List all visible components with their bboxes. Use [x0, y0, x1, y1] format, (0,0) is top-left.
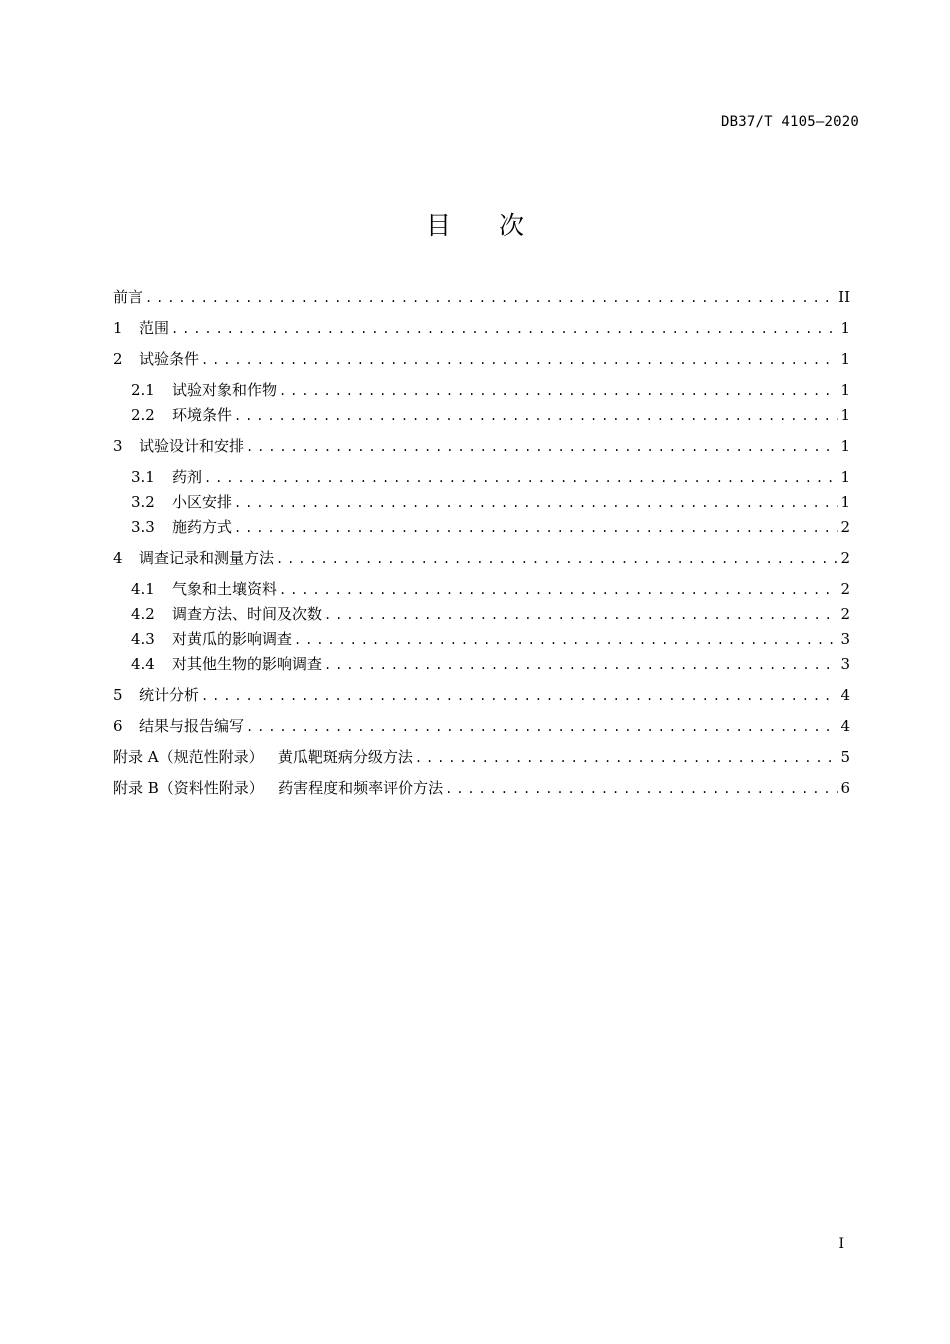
toc-entry[interactable] [131, 578, 850, 600]
page-number: I [838, 1236, 844, 1252]
toc-entry-text: 结果与报告编写 [139, 717, 245, 735]
toc-entry[interactable] [113, 777, 850, 799]
toc-leader-dots [171, 322, 838, 336]
toc-entry-number: 1 [113, 319, 123, 337]
toc-entry-number: 3.3 [131, 518, 155, 536]
toc-leader-dots [415, 751, 839, 765]
toc-leader-dots [234, 496, 838, 510]
toc-entry-text: 施药方式 [172, 518, 233, 536]
toc-leader-dots [246, 440, 838, 454]
toc-leader-dots [294, 633, 838, 647]
toc-entry-number: 3 [113, 437, 123, 455]
toc-entry-text: 附录 B（资料性附录） 药害程度和频率评价方法 [113, 779, 444, 797]
toc-entry-text: 调查记录和测量方法 [139, 549, 275, 567]
toc-leader-dots [201, 353, 838, 367]
toc-leader-dots [279, 384, 838, 398]
toc-entry-text: 对黄瓜的影响调查 [172, 630, 293, 648]
toc-leader-dots [201, 689, 838, 703]
toc-entry[interactable] [131, 653, 850, 675]
toc-entry[interactable] [131, 491, 850, 513]
toc-entry[interactable] [113, 715, 850, 737]
toc-entry-text: 附录 A（规范性附录） 黄瓜靶斑病分级方法 [113, 748, 413, 766]
toc-entry-page: 1 [840, 319, 850, 337]
toc-entry-page: 1 [840, 437, 850, 455]
toc-leader-dots [324, 658, 838, 672]
toc-entry-number: 2.1 [131, 381, 155, 399]
toc-leader-dots [234, 521, 838, 535]
toc-entry-page: 2 [840, 549, 850, 567]
toc-entry-number: 2.2 [131, 406, 155, 424]
toc-entry[interactable] [113, 435, 850, 457]
toc-leader-dots [324, 608, 838, 622]
toc-entry-text: 对其他生物的影响调查 [172, 655, 323, 673]
toc-entry-text: 气象和土壤资料 [172, 580, 278, 598]
toc-entry-text: 调查方法、时间及次数 [172, 605, 323, 623]
toc-entry[interactable] [131, 379, 850, 401]
toc-entry-text: 试验对象和作物 [172, 381, 278, 399]
toc-entry[interactable] [131, 516, 850, 538]
toc-entry-text: 药剂 [172, 468, 203, 486]
standard-code: DB37/T 4105—2020 [720, 114, 859, 130]
toc-leader-dots [145, 291, 836, 305]
toc-entry[interactable] [113, 746, 850, 768]
toc-entry-page: II [838, 288, 850, 306]
toc-entry[interactable] [113, 286, 850, 308]
toc-entry-text: 试验条件 [139, 350, 200, 368]
toc-entry-page: 1 [840, 493, 850, 511]
toc-entry[interactable] [131, 603, 850, 625]
toc-entry-number: 3.1 [131, 468, 155, 486]
toc-entry-number: 4.3 [131, 630, 155, 648]
toc-leader-dots [276, 552, 838, 566]
toc-entry-page: 1 [840, 468, 850, 486]
toc-entry-page: 1 [840, 381, 850, 399]
toc-entry-text: 试验设计和安排 [139, 437, 245, 455]
toc-entry-page: 3 [840, 655, 850, 673]
toc-entry-number: 3.2 [131, 493, 155, 511]
toc-leader-dots [246, 720, 838, 734]
toc-entry-number: 2 [113, 350, 123, 368]
toc-entry-number: 4 [113, 549, 123, 567]
toc-entry[interactable] [113, 547, 850, 569]
toc-entry[interactable] [131, 466, 850, 488]
toc-entry-page: 4 [840, 717, 850, 735]
toc-entry-page: 4 [840, 686, 850, 704]
toc-entry-page: 1 [840, 350, 850, 368]
toc-entry-number: 4.2 [131, 605, 155, 623]
toc-entry-page: 5 [840, 748, 850, 766]
toc-entry[interactable] [113, 684, 850, 706]
toc-entry[interactable] [113, 348, 850, 370]
toc-leader-dots [204, 471, 838, 485]
toc-entry-number: 6 [113, 717, 123, 735]
toc-entry-number: 5 [113, 686, 123, 704]
page-title: 目 次 [426, 211, 544, 240]
toc-entry[interactable] [131, 628, 850, 650]
toc-entry-page: 2 [840, 518, 850, 536]
toc-entry-text: 前言 [113, 288, 144, 306]
toc-leader-dots [279, 583, 838, 597]
toc-entry-text: 范围 [139, 319, 170, 337]
toc-entry-text: 统计分析 [139, 686, 200, 704]
toc-entry-page: 2 [840, 580, 850, 598]
toc-entry-page: 6 [840, 779, 850, 797]
toc-leader-dots [445, 782, 838, 796]
toc-entry-number: 4.4 [131, 655, 155, 673]
toc-entry[interactable] [131, 404, 850, 426]
toc-entry-number: 4.1 [131, 580, 155, 598]
toc-entry-page: 2 [840, 605, 850, 623]
toc-entry-page: 1 [840, 406, 850, 424]
toc-entry-text: 小区安排 [172, 493, 233, 511]
toc-entry-text: 环境条件 [172, 406, 233, 424]
toc-leader-dots [234, 409, 838, 423]
toc-entry[interactable] [113, 317, 850, 339]
toc-entry-page: 3 [840, 630, 850, 648]
